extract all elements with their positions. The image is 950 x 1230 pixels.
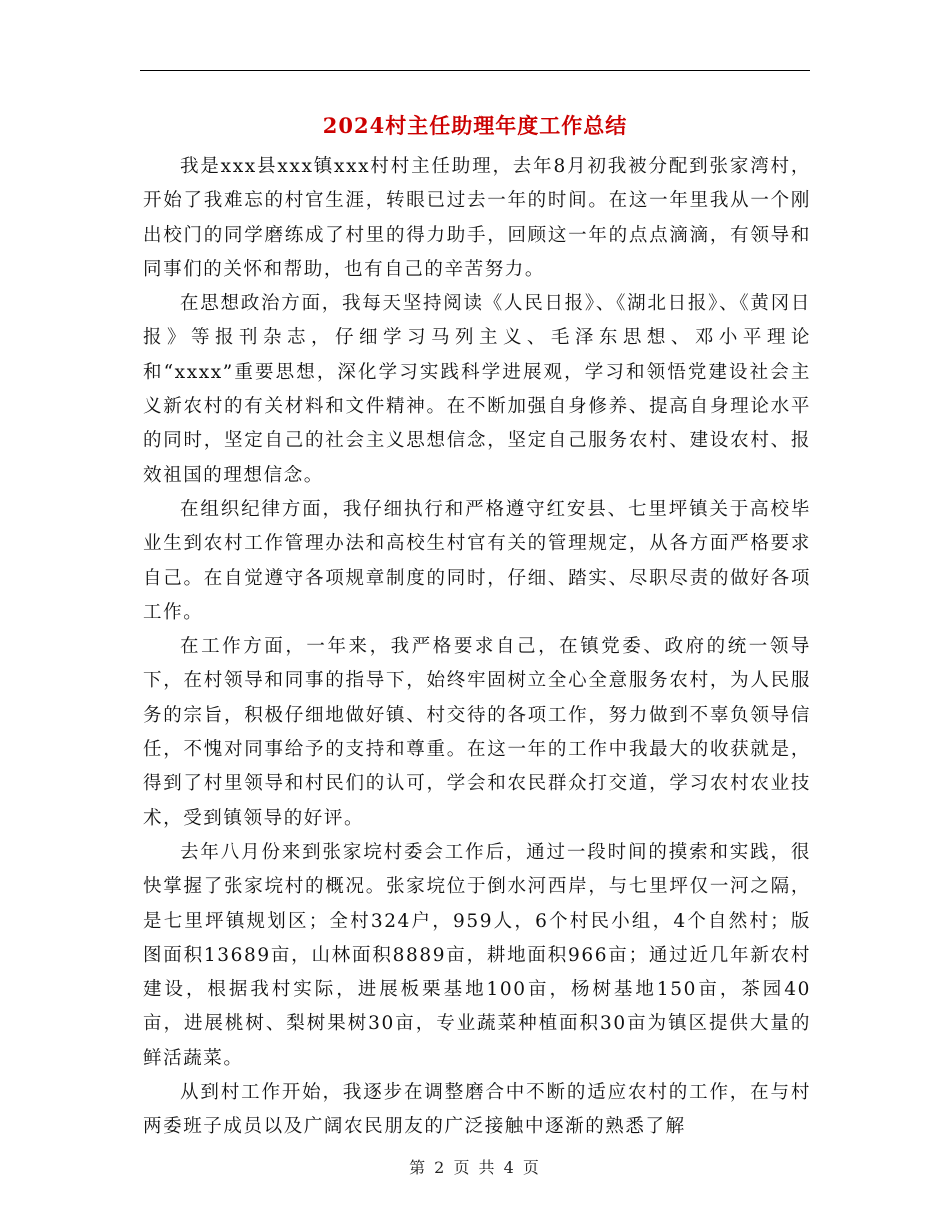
paragraph-intro: 我是xxx县xxx镇xxx村村主任助理，去年8月初我被分配到张家湾村，开始了我难忘的村官生涯，转眼已过去一年的时间。在这一年里我从一个刚出校门的同学磨练成了村里的得力助手，回顾这一年的点点滴滴，有领导和同事们的关怀和帮助，也有自己的辛苦努力。 (143, 156, 811, 280)
paragraph-work: 在工作方面，一年来，我严格要求自己，在镇党委、政府的统一领导下，在村领导和同事的指导下，始终牢固树立全心全意服务农村，为人民服务的宗旨，积极仔细地做好镇、村交待的各项工作，努力做到不辜负领导信任，不愧对同事给予的支持和尊重。在这一年的工作中我最大的收获就是，得到了村里领导和村民们的认可，学会和农民群众打交道，学习农村农业技术，受到镇领导的好评。 (143, 636, 811, 829)
paragraph-adaptation: 从到村工作开始，我逐步在调整磨合中不断的适应农村的工作，在与村两委班子成员以及广阔农民朋友的广泛接触中逐渐的熟悉了解 (143, 1082, 811, 1138)
header-rule (140, 70, 810, 71)
document-body (143, 150, 811, 1145)
paragraph-ideology: 在思想政治方面，我每天坚持阅读《人民日报》、《湖北日报》、《黄冈日报》等报刊杂志，仔细学习马列主义、毛泽东思想、邓小平理论和“xxxx”重要思想，深化学习实践科学进展观，学习和领悟党建设社会主义新农村的有关材料和文件精神。在不断加强自身修养、提高自身理论水平的同时，坚定自己的社会主义思想信念，坚定自己服务农村、建设农村、报效祖国的理想信念。 (143, 293, 811, 486)
document-title: 2024村主任助理年度工作总结 (322, 113, 628, 138)
paragraph-discipline: 在组织纪律方面，我仔细执行和严格遵守红安县、七里坪镇关于高校毕业生到农村工作管理办法和高校生村官有关的管理规定，从各方面严格要求自己。在自觉遵守各项规章制度的同时，仔细、踏实、尽职尽责的做好各项工作。 (143, 498, 811, 623)
paragraph-village-overview: 去年八月份来到张家垸村委会工作后，通过一段时间的摸索和实践，很快掌握了张家垸村的概况。张家垸位于倒水河西岸，与七里坪仅一河之隔，是七里坪镇规划区；全村324户，959人，6个村民小组，4个自然村；版图面积13689亩，山林面积8889亩，耕地面积966亩；通过近几年新农村建设，根据我村实际，进展板栗基地100亩，杨树基地150亩，茶园40亩，进展桃树、梨树果树30亩，专业蔬菜种植面积30亩为镇区提供大量的鲜活蔬菜。 (143, 841, 811, 1069)
page-number: 第 2 页 共 4 页 (409, 1158, 541, 1177)
